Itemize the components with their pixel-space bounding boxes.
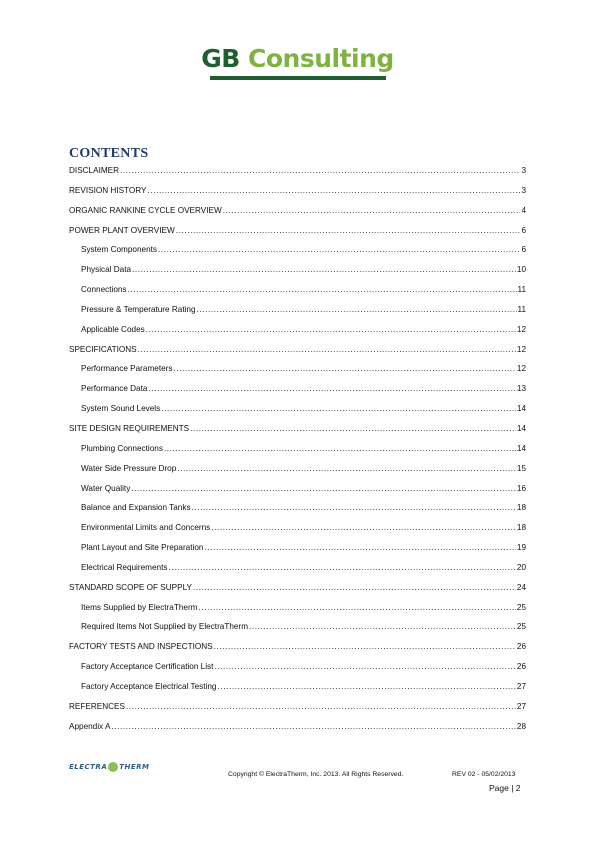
toc-entry-title: Performance Data bbox=[81, 384, 148, 394]
toc-entry[interactable] bbox=[69, 344, 526, 364]
toc-leader-dots bbox=[249, 621, 516, 632]
toc-entry-page: 14 bbox=[516, 443, 526, 453]
revision-text: REV 02 - 05/02/2013 bbox=[452, 771, 516, 778]
toc-entry-page: 24 bbox=[516, 582, 526, 592]
toc-entry-page: 20 bbox=[516, 562, 526, 572]
toc-entry-title: Appendix A bbox=[69, 721, 111, 731]
toc-leader-dots bbox=[204, 542, 515, 553]
toc-entry-page: 27 bbox=[516, 701, 526, 711]
toc-entry-page: 11 bbox=[517, 304, 526, 314]
toc-leader-dots bbox=[199, 602, 516, 613]
toc-entry-page: 18 bbox=[516, 503, 526, 513]
toc-entry-title: STANDARD SCOPE OF SUPPLY bbox=[69, 582, 192, 592]
toc-leader-dots bbox=[214, 661, 515, 672]
toc-leader-dots bbox=[132, 264, 516, 275]
toc-leader-dots bbox=[161, 403, 516, 414]
toc-entry[interactable] bbox=[69, 483, 526, 503]
electratherm-logo-right: THERM bbox=[119, 763, 150, 771]
toc-entry-page: 27 bbox=[516, 681, 526, 691]
toc-entry[interactable] bbox=[69, 641, 526, 661]
toc-entry-title: Performance Parameters bbox=[81, 364, 173, 374]
toc-leader-dots bbox=[126, 701, 516, 712]
toc-entry[interactable] bbox=[69, 721, 526, 741]
copyright-text: Copyright © ElectraTherm, Inc. 2013. All Rights Reserved. bbox=[228, 771, 404, 778]
toc-entry-title: REVISION HISTORY bbox=[69, 185, 147, 195]
toc-entry-page: 15 bbox=[516, 463, 526, 473]
toc-entry-title: Water Quality bbox=[81, 483, 131, 493]
toc-entry-page: 19 bbox=[516, 543, 526, 553]
toc-entry-title: SITE DESIGN REQUIREMENTS bbox=[69, 423, 190, 433]
toc-entry-title: Environmental Limits and Concerns bbox=[81, 523, 211, 533]
toc-leader-dots bbox=[168, 562, 515, 573]
toc-entry[interactable] bbox=[69, 502, 526, 522]
toc-entry-page: 28 bbox=[516, 721, 526, 731]
toc-entry-page: 12 bbox=[516, 324, 526, 334]
page-number: Page | 2 bbox=[489, 783, 521, 793]
toc-leader-dots bbox=[217, 681, 515, 692]
toc-entry[interactable] bbox=[69, 304, 526, 324]
electratherm-logo-left: ELECTRA bbox=[69, 763, 108, 771]
toc-entry-title: Connections bbox=[81, 285, 127, 295]
toc-leader-dots bbox=[193, 582, 516, 593]
toc-leader-dots bbox=[148, 185, 521, 196]
toc-entry-page: 4 bbox=[521, 205, 526, 215]
toc-entry[interactable] bbox=[69, 324, 526, 344]
toc-leader-dots bbox=[111, 721, 515, 732]
toc-entry-title: Electrical Requirements bbox=[81, 562, 168, 572]
toc-leader-dots bbox=[223, 205, 521, 216]
toc-entry[interactable] bbox=[69, 264, 526, 284]
toc-entry[interactable] bbox=[69, 562, 526, 582]
toc-entry-page: 14 bbox=[516, 423, 526, 433]
toc-leader-dots bbox=[211, 522, 516, 533]
toc-entry[interactable] bbox=[69, 383, 526, 403]
toc-entry-page: 3 bbox=[521, 166, 526, 175]
toc-entry-title: System Components bbox=[81, 245, 157, 255]
toc-entry-page: 13 bbox=[516, 384, 526, 394]
logo-consulting-text: Consulting bbox=[248, 44, 394, 73]
toc-leader-dots bbox=[214, 641, 516, 652]
table-of-contents bbox=[69, 165, 526, 740]
toc-entry[interactable] bbox=[69, 681, 526, 701]
toc-leader-dots bbox=[128, 284, 517, 295]
toc-entry[interactable] bbox=[69, 185, 526, 205]
toc-entry-title: Factory Acceptance Certification List bbox=[81, 662, 214, 672]
toc-entry[interactable] bbox=[69, 205, 526, 225]
company-logo bbox=[0, 44, 595, 74]
toc-leader-dots bbox=[197, 304, 517, 315]
toc-leader-dots bbox=[192, 502, 516, 513]
toc-entry[interactable] bbox=[69, 225, 526, 245]
toc-entry-page: 18 bbox=[516, 523, 526, 533]
toc-leader-dots bbox=[177, 463, 516, 474]
toc-entry[interactable] bbox=[69, 701, 526, 721]
toc-entry-page: 12 bbox=[516, 344, 526, 354]
logo-underline bbox=[210, 76, 386, 80]
toc-entry-title: SPECIFICATIONS bbox=[69, 344, 137, 354]
electratherm-logo bbox=[69, 762, 150, 772]
toc-entry-page: 26 bbox=[516, 642, 526, 652]
toc-entry[interactable] bbox=[69, 621, 526, 641]
toc-entry-title: Physical Data bbox=[81, 265, 132, 275]
toc-entry-title: Water Side Pressure Drop bbox=[81, 463, 177, 473]
toc-entry[interactable] bbox=[69, 363, 526, 383]
toc-leader-dots bbox=[120, 165, 520, 176]
toc-entry[interactable] bbox=[69, 244, 526, 264]
toc-leader-dots bbox=[131, 483, 516, 494]
toc-leader-dots bbox=[164, 443, 516, 454]
toc-entry-title: System Sound Levels bbox=[81, 404, 161, 414]
toc-entry[interactable] bbox=[69, 423, 526, 443]
toc-leader-dots bbox=[158, 244, 520, 255]
toc-entry-title: DISCLAIMER bbox=[69, 166, 120, 175]
toc-entry-page: 25 bbox=[516, 622, 526, 632]
toc-entry-page: 6 bbox=[521, 225, 526, 235]
toc-entry[interactable] bbox=[69, 542, 526, 562]
toc-entry-title: Balance and Expansion Tanks bbox=[81, 503, 191, 513]
toc-leader-dots bbox=[176, 225, 521, 236]
toc-entry-title: REFERENCES bbox=[69, 701, 125, 711]
logo-gb-text: GB bbox=[201, 44, 240, 73]
toc-entry-title: POWER PLANT OVERVIEW bbox=[69, 225, 175, 235]
toc-entry-page: 10 bbox=[516, 265, 526, 275]
toc-title: CONTENTS bbox=[69, 146, 149, 161]
toc-entry[interactable] bbox=[69, 463, 526, 483]
toc-leader-dots bbox=[190, 423, 516, 434]
toc-entry-page: 16 bbox=[516, 483, 526, 493]
toc-entry-page: 11 bbox=[517, 285, 526, 295]
toc-entry-title: Required Items Not Supplied by ElectraTherm bbox=[81, 622, 249, 632]
toc-entry-page: 14 bbox=[516, 404, 526, 414]
toc-entry[interactable] bbox=[69, 661, 526, 681]
toc-entry-title: Factory Acceptance Electrical Testing bbox=[81, 681, 217, 691]
toc-entry-page: 25 bbox=[516, 602, 526, 612]
swoosh-icon bbox=[108, 762, 118, 772]
toc-entry-title: Pressure & Temperature Rating bbox=[81, 304, 196, 314]
toc-leader-dots bbox=[146, 324, 516, 335]
toc-entry[interactable] bbox=[69, 165, 526, 185]
toc-entry-title: Applicable Codes bbox=[81, 324, 145, 334]
toc-entry[interactable] bbox=[69, 443, 526, 463]
toc-entry[interactable] bbox=[69, 602, 526, 622]
toc-entry[interactable] bbox=[69, 582, 526, 602]
toc-entry-title: Items Supplied by ElectraTherm bbox=[81, 602, 198, 612]
toc-entry-title: ORGANIC RANKINE CYCLE OVERVIEW bbox=[69, 205, 222, 215]
toc-entry-page: 3 bbox=[521, 185, 526, 195]
toc-leader-dots bbox=[138, 344, 516, 355]
toc-leader-dots bbox=[148, 383, 515, 394]
toc-entry[interactable] bbox=[69, 284, 526, 304]
toc-entry[interactable] bbox=[69, 403, 526, 423]
toc-leader-dots bbox=[173, 363, 515, 374]
toc-entry-page: 12 bbox=[516, 364, 526, 374]
toc-entry[interactable] bbox=[69, 522, 526, 542]
toc-entry-page: 6 bbox=[521, 245, 526, 255]
toc-entry-title: FACTORY TESTS AND INSPECTIONS bbox=[69, 642, 213, 652]
toc-entry-title: Plumbing Connections bbox=[81, 443, 163, 453]
toc-entry-page: 26 bbox=[516, 662, 526, 672]
toc-entry-title: Plant Layout and Site Preparation bbox=[81, 543, 204, 553]
